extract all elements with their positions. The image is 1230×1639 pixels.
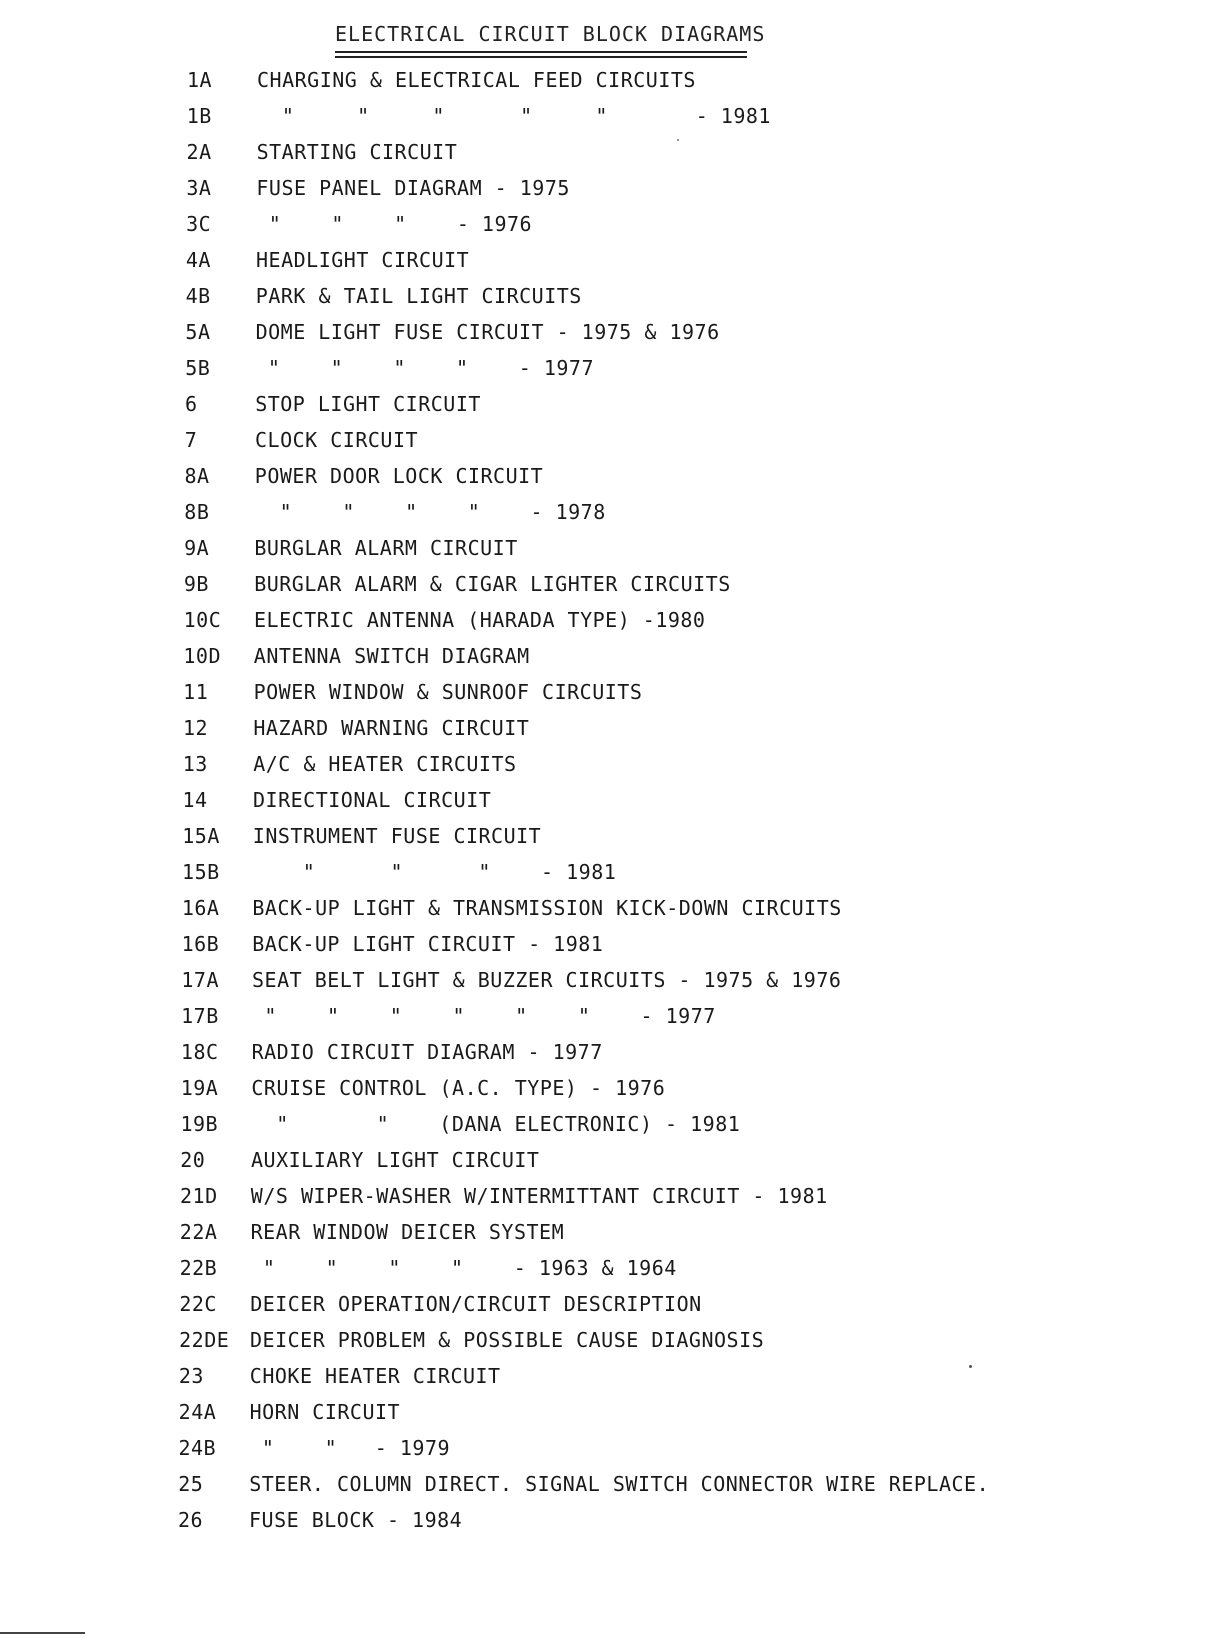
diagram-code: 9A (184, 536, 210, 560)
diagram-description: BACK-UP LIGHT CIRCUIT - 1981 (252, 932, 604, 956)
diagram-code: 7 (184, 428, 198, 452)
list-item (183, 788, 1201, 816)
list-item (183, 752, 1200, 780)
diagram-description: " " " - 1981 (252, 860, 617, 884)
diagram-code: 22A (179, 1220, 218, 1244)
list-item (179, 1400, 1200, 1428)
diagram-code: 19B (180, 1112, 219, 1136)
diagram-description: POWER DOOR LOCK CIRCUIT (254, 464, 544, 488)
list-item (187, 68, 1200, 96)
diagram-code: 4A (185, 248, 211, 272)
diagram-code: 22DE (179, 1328, 230, 1352)
diagram-description: BURGLAR ALARM CIRCUIT (254, 536, 518, 560)
diagram-code: 26 (178, 1508, 204, 1532)
list-item (181, 1004, 1200, 1032)
diagram-description: CHOKE HEATER CIRCUIT (249, 1364, 501, 1388)
diagram-description: FUSE BLOCK - 1984 (249, 1508, 463, 1532)
diagram-description: " " " " " " - 1977 (251, 1004, 716, 1028)
diagram-code: 13 (182, 752, 208, 776)
list-item (186, 248, 1200, 276)
diagram-description: " " " - 1976 (256, 212, 533, 236)
diagram-description: STEER. COLUMN DIRECT. SIGNAL SWITCH CONNECTOR WIRE REPLACE. (249, 1472, 990, 1496)
diagram-code: 11 (183, 680, 209, 704)
diagram-description: ANTENNA SWITCH DIAGRAM (253, 644, 530, 668)
diagram-description: HEADLIGHT CIRCUIT (256, 248, 470, 272)
list-item (182, 824, 1200, 852)
list-item (178, 1472, 1200, 1500)
diagram-description: RADIO CIRCUIT DIAGRAM - 1977 (251, 1040, 603, 1064)
diagram-code: 24B (178, 1436, 217, 1460)
diagram-code: 10C (183, 608, 222, 632)
list-item (181, 1076, 1200, 1104)
diagram-code: 17B (181, 1004, 219, 1028)
list-item (183, 644, 1200, 672)
diagram-description: PARK & TAIL LIGHT CIRCUITS (255, 284, 582, 308)
diagram-code: 1A (187, 68, 213, 92)
diagram-code: 5A (185, 320, 211, 344)
diagram-code: 3C (186, 212, 212, 236)
list-item (181, 1040, 1200, 1068)
diagram-code: 25 (178, 1472, 204, 1496)
document-title: ELECTRICAL CIRCUIT BLOCK DIAGRAMS (335, 22, 766, 46)
list-item (179, 1292, 1200, 1320)
list-item (185, 428, 1200, 456)
diagram-description: BURGLAR ALARM & CIGAR LIGHTER CIRCUITS (254, 572, 731, 596)
list-item (178, 1508, 1200, 1536)
diagram-description: A/C & HEATER CIRCUITS (253, 752, 517, 776)
diagram-code: 19A (180, 1076, 219, 1100)
diagram-description: CLOCK CIRCUIT (255, 428, 419, 452)
diagram-description: SEAT BELT LIGHT & BUZZER CIRCUITS - 1975 & 1976 (252, 968, 842, 992)
diagram-code: 1B (186, 104, 212, 128)
diagram-description: DEICER OPERATION/CIRCUIT DESCRIPTION (250, 1292, 702, 1316)
diagram-code: 16A (181, 896, 220, 920)
list-item (178, 1436, 1200, 1464)
diagram-description: W/S WIPER-WASHER W/INTERMITTANT CIRCUIT - 1981 (250, 1184, 828, 1208)
diagram-code: 17A (181, 968, 219, 992)
list-item (183, 716, 1200, 744)
diagram-code: 22C (179, 1292, 217, 1316)
diagram-description: CHARGING & ELECTRICAL FEED CIRCUITS (257, 68, 696, 92)
diagram-description: CRUISE CONTROL (A.C. TYPE) - 1976 (251, 1076, 666, 1100)
list-item (185, 464, 1200, 492)
list-item (179, 1364, 1200, 1392)
list-item (184, 572, 1200, 600)
diagram-description: POWER WINDOW & SUNROOF CIRCUITS (253, 680, 643, 704)
list-item (185, 392, 1200, 420)
diagram-code: 8B (184, 500, 210, 524)
diagram-description: DOME LIGHT FUSE CIRCUIT - 1975 & 1976 (255, 320, 720, 344)
list-item (184, 500, 1200, 528)
list-item (186, 212, 1200, 240)
diagram-code: 6 (184, 392, 198, 416)
diagram-description: BACK-UP LIGHT & TRANSMISSION KICK-DOWN CIRCUITS (252, 896, 842, 920)
list-item (180, 1184, 1200, 1212)
diagram-description: STOP LIGHT CIRCUIT (255, 392, 481, 416)
list-item (185, 356, 1200, 384)
scan-artifact-line (0, 1632, 85, 1634)
diagram-code: 20 (180, 1148, 206, 1172)
diagram-code: 22B (179, 1256, 218, 1280)
diagram-description: HORN CIRCUIT (249, 1400, 401, 1424)
list-item (186, 284, 1200, 312)
scan-speck (969, 1365, 972, 1368)
diagram-description: " " " " - 1977 (255, 356, 594, 380)
list-item (181, 968, 1200, 996)
diagram-code: 8A (184, 464, 210, 488)
list-item (186, 176, 1200, 204)
diagram-code: 2A (186, 140, 212, 164)
diagram-code: 24A (178, 1400, 217, 1424)
diagram-code: 18C (180, 1040, 219, 1064)
list-item (187, 140, 1200, 168)
diagram-code: 9B (183, 572, 209, 596)
diagram-description: STARTING CIRCUIT (256, 140, 458, 164)
list-item (187, 104, 1200, 132)
diagram-code: 14 (182, 788, 208, 812)
list-item (183, 680, 1200, 708)
list-item (182, 932, 1200, 960)
diagram-description: HAZARD WARNING CIRCUIT (253, 716, 530, 740)
list-item (180, 1148, 1200, 1176)
diagram-description: " " - 1979 (249, 1436, 451, 1460)
diagram-code: 12 (182, 716, 209, 740)
list-item (182, 896, 1200, 924)
diagram-code: 15A (182, 824, 220, 848)
diagram-description: " " " " - 1963 & 1964 (250, 1256, 677, 1280)
diagram-code: 4B (185, 284, 211, 308)
list-item (184, 536, 1200, 564)
diagram-code: 15B (182, 860, 220, 884)
diagram-description: " " " " - 1978 (254, 500, 606, 524)
diagram-code: 21D (180, 1184, 218, 1208)
list-item (180, 1220, 1200, 1248)
list-item (182, 860, 1200, 888)
diagram-description: REAR WINDOW DEICER SYSTEM (250, 1220, 565, 1244)
list-item (184, 608, 1200, 636)
diagram-description: INSTRUMENT FUSE CIRCUIT (252, 824, 542, 848)
diagram-description: ELECTRIC ANTENNA (HARADA TYPE) -1980 (254, 608, 706, 632)
diagram-description: DEICER PROBLEM & POSSIBLE CAUSE DIAGNOSIS (250, 1328, 765, 1352)
diagram-description: " " " " " - 1981 (256, 104, 771, 128)
diagram-code: 23 (178, 1364, 204, 1388)
diagram-description: " " (DANA ELECTRONIC) - 1981 (251, 1112, 741, 1136)
diagram-description: DIRECTIONAL CIRCUIT (253, 788, 492, 812)
diagram-code: 5B (185, 356, 211, 380)
scan-speck (677, 139, 679, 141)
list-item (180, 1112, 1200, 1140)
diagram-description: AUXILIARY LIGHT CIRCUIT (251, 1148, 540, 1172)
diagram-description: FUSE PANEL DIAGRAM - 1975 (256, 176, 570, 200)
diagram-code: 16B (181, 932, 220, 956)
list-item (179, 1328, 1200, 1356)
list-item (180, 1256, 1200, 1284)
diagram-code: 10D (183, 644, 222, 668)
diagram-code: 3A (186, 176, 212, 200)
list-item (185, 320, 1200, 348)
